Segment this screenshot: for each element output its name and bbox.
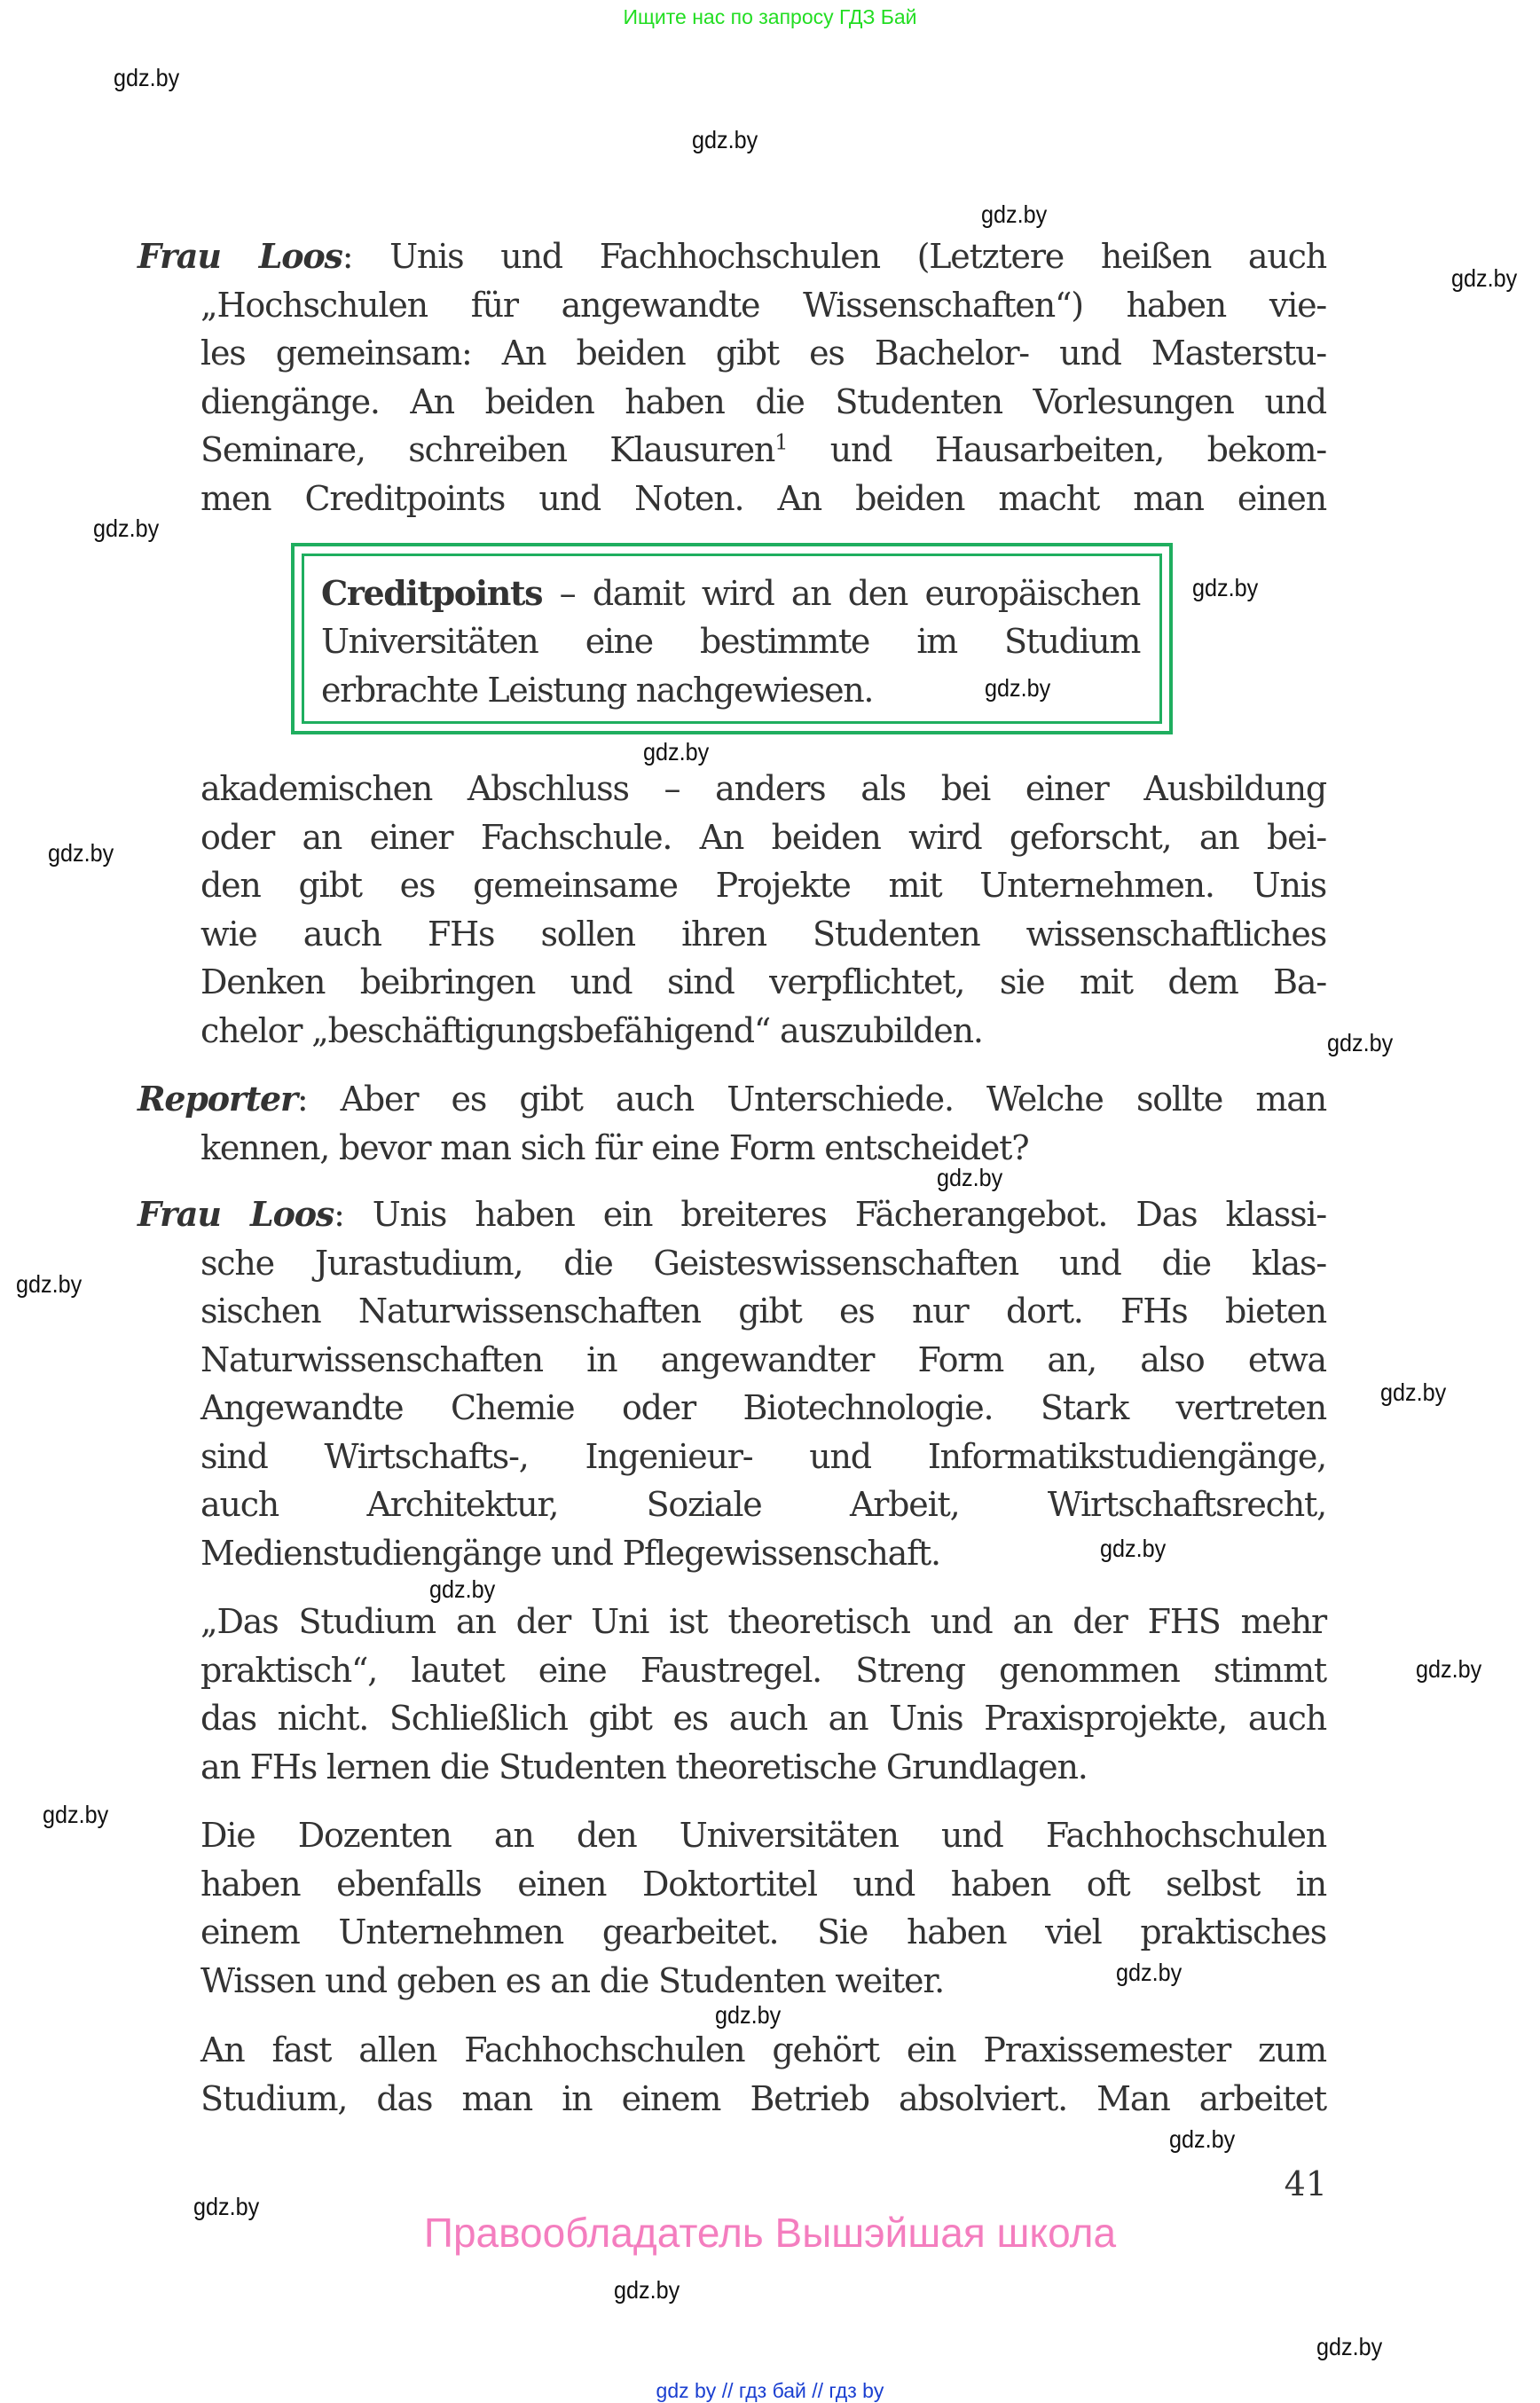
text-line: akademischen Abschluss – anders als bei einer Ausbildung [200,769,1326,808]
text-line: „Hochschulen für angewandte Wissenschaften“) haben vie- [200,286,1326,325]
footnote-marker: 1 [774,429,788,455]
text-line: haben ebenfalls einen Doktortitel und haben oft selbst in [200,1865,1326,1904]
text-line: wie auch FHs sollen ihren Studenten wissenschaftliches [200,915,1326,954]
text-line: an FHs lernen die Studenten theoretische Grundlagen. [200,1747,1088,1787]
text-line: men Creditpoints und Noten. An beiden macht man einen [200,479,1326,518]
watermark: gdz.by [193,2193,260,2220]
text-line: Reporter: Aber es gibt auch Unterschiede. Welche sollte man [138,1079,1326,1119]
text-line: einem Unternehmen gearbeitet. Sie haben viel praktisches [200,1912,1326,1951]
watermark: gdz.by [937,1164,1003,1191]
watermark: gdz.by [643,738,710,766]
watermark: gdz.by [985,674,1051,702]
text-line: den gibt es gemeinsame Projekte mit Unternehmen. Unis [200,866,1326,905]
text-line: chelor „beschäftigungsbefähigend“ auszubilden. [200,1011,983,1050]
watermark: gdz.by [1169,2125,1236,2153]
watermark: gdz.by [93,514,160,542]
text-line: Angewandte Chemie oder Biotechnologie. Stark vertreten [200,1388,1326,1427]
copyright-notice: Правообладатель Вышэйшая школа [423,2210,1117,2256]
watermark: gdz.by [1327,1029,1394,1056]
text-line: sind Wirtschafts-, Ingenieur- und Informatikstudiengänge, [200,1437,1326,1476]
text-line: Naturwissenschaften in angewandter Form an, also etwa [200,1340,1326,1379]
text-line: Frau Loos: Unis haben ein breiteres Fächerangebot. Das klassi- [138,1194,1326,1234]
definition-term: Creditpoints [321,573,543,613]
text-line: oder an einer Fachschule. An beiden wird geforscht, an bei- [200,818,1326,857]
text-line: sche Jurastudium, die Geisteswissenschaften und die klas- [200,1244,1326,1283]
text-line: Die Dozenten an den Universitäten und Fachhochschulen [200,1816,1326,1855]
watermark: gdz.by [16,1270,82,1298]
watermark: gdz.by [692,126,758,153]
watermark: gdz.by [1100,1535,1167,1562]
text-line: diengänge. An beiden haben die Studenten Vorlesungen und [200,382,1326,421]
text-line: Seminare, schreiben Klausuren$^1$ und Hausarbeiten, bekom- [200,429,1326,469]
text-line: praktisch“, lautet eine Faustregel. Streng genommen stimmt [200,1651,1326,1690]
watermark: gdz.by [1316,2333,1383,2360]
watermark: gdz.by [1380,1378,1447,1406]
text-line: „Das Studium an der Uni ist theoretisch und an der FHS mehr [200,1602,1326,1641]
watermark: gdz.by [114,64,180,91]
watermark: gdz.by [429,1575,496,1603]
text-line: An fast allen Fachhochschulen gehört ein Praxissemester zum [200,2030,1326,2069]
definition-line: Creditpoints – damit wird an den europäischen [321,573,1140,613]
definition-line: Universitäten eine bestimmte im Studium [321,622,1140,661]
text-line: Frau Loos: Unis und Fachhochschulen (Letztere heißen auch [138,236,1326,276]
text-line: auch Architektur, Soziale Arbeit, Wirtschaftsrecht, [200,1485,1326,1524]
watermark: gdz.by [48,839,114,867]
definition-line: erbrachte Leistung nachgewiesen. [321,671,873,710]
text-line: Medienstudiengänge und Pflegewissenschaft. [200,1534,940,1573]
text-line: sischen Naturwissenschaften gibt es nur dort. FHs bieten [200,1292,1326,1331]
text-line: das nicht. Schließlich gibt es auch an Unis Praxisprojekte, auch [200,1699,1326,1738]
text-line: Wissen und geben es an die Studenten weiter. [200,1961,945,2000]
text-line: Studium, das man in einem Betrieb absolviert. Man arbeitet [200,2079,1326,2118]
watermark: gdz.by [1416,1655,1482,1683]
watermark: gdz.by [1451,264,1518,292]
watermark: gdz.by [43,1801,109,1828]
speaker-label: Reporter [138,1079,297,1119]
watermark: gdz.by [1116,1959,1182,1986]
watermark: gdz.by [715,2001,782,2029]
text-line: Denken beibringen und sind verpflichtet, sie mit dem Ba- [200,962,1326,1001]
watermark: gdz.by [614,2276,680,2304]
page-number: 41 [1284,2164,1327,2203]
watermark: gdz.by [1192,574,1259,601]
watermark: gdz.by [981,200,1048,228]
speaker-label: Frau Loos [138,1194,334,1234]
speaker-label: Frau Loos [138,236,342,276]
text-line: kennen, bevor man sich für eine Form entscheidet? [200,1128,1029,1167]
footer-links[interactable]: gdz by // гдз бай // гдз by [656,2379,884,2402]
search-hint-banner: Ищите нас по запросу ГДЗ Бай [623,5,917,28]
text-line: les gemeinsam: An beiden gibt es Bachelor- und Masterstu- [200,334,1326,373]
